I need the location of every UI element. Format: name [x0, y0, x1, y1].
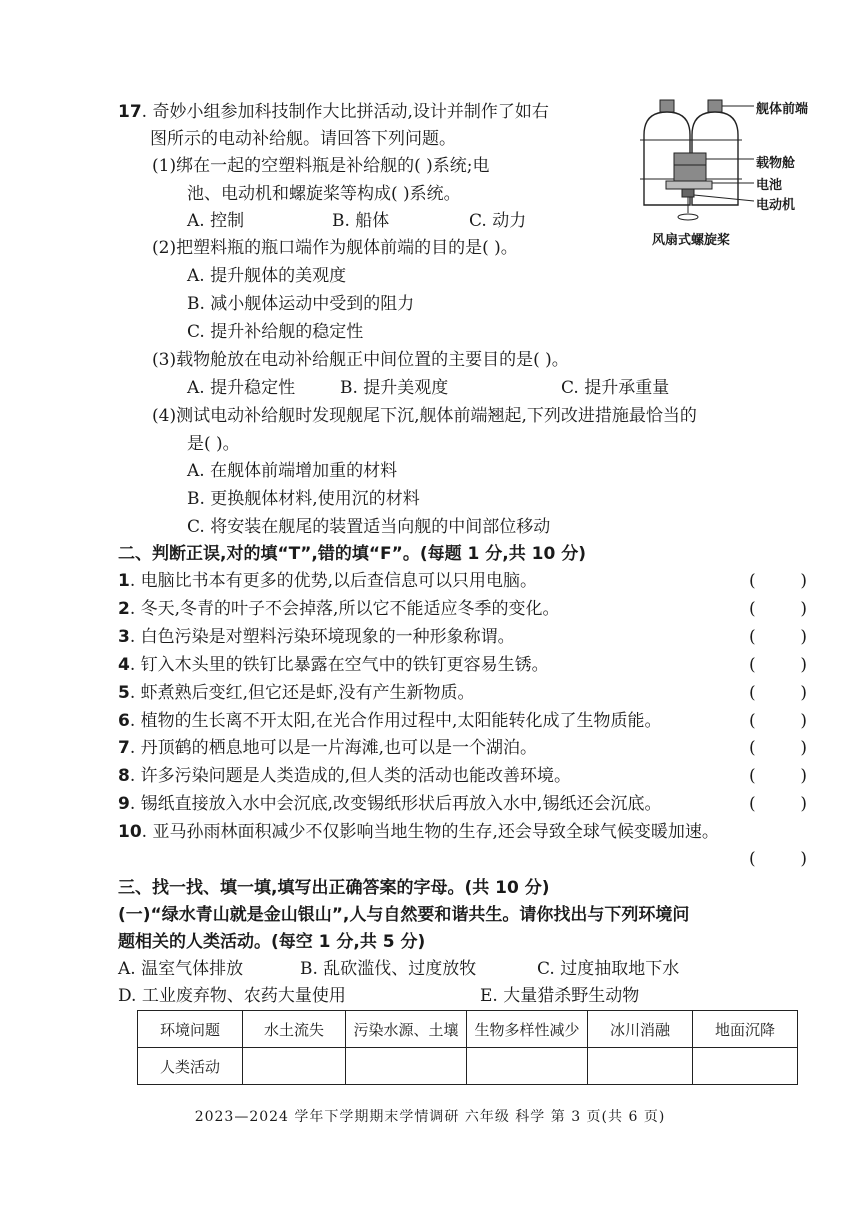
q17-part2-option-c: C. 提升补给舰的稳定性 — [187, 322, 364, 342]
figure-label-battery: 电池 — [756, 178, 783, 193]
answer-blank-1[interactable]: ( ) — [749, 571, 807, 591]
judge-item-2: 2. 冬天,冬青的叶子不会掉落,所以它不能适应冬季的变化。 — [118, 599, 560, 619]
q17-part1-line2: 池、电动机和螺旋桨等构成( )系统。 — [187, 184, 461, 204]
table-header-problem: 环境问题 — [138, 1011, 243, 1048]
answer-cell-1[interactable] — [243, 1048, 346, 1085]
q17-number: 17 — [118, 102, 142, 122]
judge-item-5: 5. 虾煮熟后变红,但它还是虾,没有产生新物质。 — [118, 683, 475, 703]
answer-cell-2[interactable] — [346, 1048, 467, 1085]
judge-item-3: 3. 白色污染是对塑料污染环境现象的一种形象称谓。 — [118, 627, 515, 647]
section3-sub1-line1: (一)“绿水青山就是金山银山”,人与自然要和谐共生。请你找出与下列环境问 — [118, 905, 690, 925]
answer-blank-6[interactable]: ( ) — [749, 711, 807, 731]
q17-part1-line1: (1)绑在一起的空塑料瓶是补给舰的( )系统;电 — [152, 156, 490, 176]
judge-item-9: 9. 锡纸直接放入水中会沉底,改变锡纸形状后再放入水中,锡纸还会沉底。 — [118, 794, 662, 814]
q17-part4-option-b: B. 更换舰体材料,使用沉的材料 — [187, 489, 420, 509]
activity-option-e: E. 大量猎杀野生动物 — [480, 986, 640, 1006]
section2-title: 二、判断正误,对的填“T”,错的填“F”。(每题 1 分,共 10 分) — [118, 544, 586, 564]
q17-part1-option-a: A. 控制 — [187, 211, 245, 231]
table-col-glacier: 冰川消融 — [588, 1011, 693, 1048]
section3-sub1-line2: 题相关的人类活动。(每空 1 分,共 5 分) — [118, 932, 426, 952]
section3-title: 三、找一找、填一填,填写出正确答案的字母。(共 10 分) — [118, 878, 550, 898]
figure-label-cargo: 载物舱 — [756, 156, 796, 171]
q17-part4-line1: (4)测试电动补给舰时发现舰尾下沉,舰体前端翘起,下列改进措施最恰当的 — [152, 406, 697, 426]
answer-cell-3[interactable] — [467, 1048, 588, 1085]
q17-part2-option-a: A. 提升舰体的美观度 — [187, 266, 347, 286]
q17-part3-stem: (3)载物舱放在电动补给舰正中间位置的主要目的是( )。 — [152, 350, 569, 370]
table-row — [138, 1048, 798, 1085]
answer-blank-8[interactable]: ( ) — [749, 766, 807, 786]
figure-label-motor: 电动机 — [756, 198, 796, 213]
answer-blank-2[interactable]: ( ) — [749, 599, 807, 619]
activity-option-c: C. 过度抽取地下水 — [537, 959, 680, 979]
environment-table — [137, 1010, 798, 1085]
answer-blank-3[interactable]: ( ) — [749, 627, 807, 647]
judge-item-1: 1. 电脑比书本有更多的优势,以后查信息可以只用电脑。 — [118, 571, 538, 591]
q17-part4-option-a: A. 在舰体前端增加重的材料 — [187, 461, 398, 481]
answer-blank-7[interactable]: ( ) — [749, 738, 807, 758]
q17-part4-option-c: C. 将安装在舰尾的装置适当向舰的中间部位移动 — [187, 517, 551, 537]
answer-blank-9[interactable]: ( ) — [749, 794, 807, 814]
q17-part1-option-b: B. 船体 — [332, 211, 390, 231]
table-col-soil-erosion: 水土流失 — [243, 1011, 346, 1048]
judge-item-7: 7. 丹顶鹤的栖息地可以是一片海滩,也可以是一个湖泊。 — [118, 738, 538, 758]
table-col-subsidence: 地面沉降 — [693, 1011, 798, 1048]
activity-option-b: B. 乱砍滥伐、过度放牧 — [300, 959, 477, 979]
answer-cell-4[interactable] — [588, 1048, 693, 1085]
table-col-biodiversity: 生物多样性减少 — [467, 1011, 588, 1048]
answer-cell-5[interactable] — [693, 1048, 798, 1085]
figure-label-front: 舰体前端 — [756, 102, 809, 117]
answer-blank-10[interactable]: ( ) — [749, 849, 807, 869]
page-footer: 2023—2024 学年下学期期末学情调研 六年级 科学 第 3 页(共 6 页) — [194, 1109, 666, 1125]
q17-part1-option-c: C. 动力 — [469, 211, 527, 231]
q17-part2-option-b: B. 减小舰体运动中受到的阻力 — [187, 294, 415, 314]
q17-part3-option-b: B. 提升美观度 — [340, 378, 449, 398]
q17-part3-option-a: A. 提升稳定性 — [187, 378, 296, 398]
answer-blank-4[interactable]: ( ) — [749, 655, 807, 675]
table-col-pollution: 污染水源、土壤 — [346, 1011, 467, 1048]
q17-part2-stem: (2)把塑料瓶的瓶口端作为舰体前端的目的是( )。 — [152, 238, 518, 258]
judge-item-10: 10. 亚马孙雨林面积减少不仅影响当地生物的生存,还会导致全球气候变暖加速。 — [118, 822, 719, 842]
answer-blank-5[interactable]: ( ) — [749, 683, 807, 703]
judge-item-8: 8. 许多污染问题是人类造成的,但人类的活动也能改善环境。 — [118, 766, 572, 786]
table-header-activity: 人类活动 — [138, 1048, 243, 1085]
q17-part4-line2: 是( )。 — [187, 434, 240, 454]
supply-ship-figure — [636, 95, 756, 230]
judge-item-4: 4. 钉入木头里的铁钉比暴露在空气中的铁钉更容易生锈。 — [118, 655, 549, 675]
activity-option-d: D. 工业废弃物、农药大量使用 — [118, 986, 346, 1006]
q17-stem-line1: 17. 奇妙小组参加科技制作大比拼活动,设计并制作了如右 — [118, 102, 549, 122]
q17-part3-option-c: C. 提升承重量 — [561, 378, 670, 398]
figure-label-propeller: 风扇式螺旋桨 — [652, 233, 731, 248]
activity-option-a: A. 温室气体排放 — [118, 959, 244, 979]
q17-stem-line2: 图所示的电动补给舰。请回答下列问题。 — [150, 129, 456, 149]
judge-item-6: 6. 植物的生长离不开太阳,在光合作用过程中,太阳能转化成了生物质能。 — [118, 711, 662, 731]
table-row — [138, 1011, 798, 1048]
